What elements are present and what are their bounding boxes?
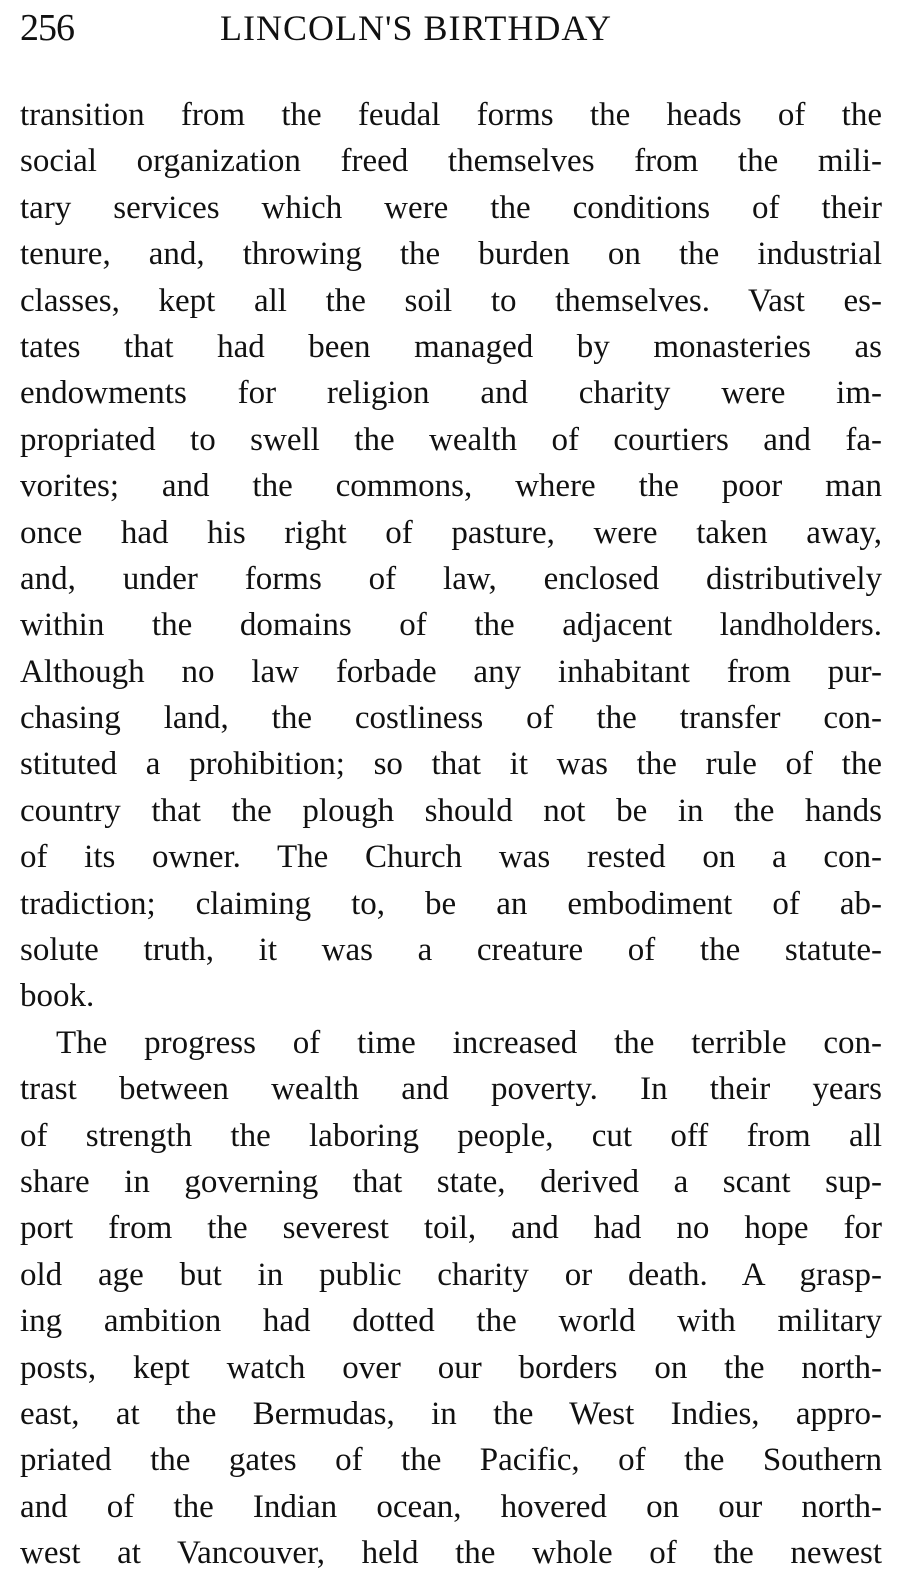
text-line: of its owner. The Church was rested on a con-	[20, 839, 882, 876]
text-line: transition from the feudal forms the heads of the	[20, 97, 882, 133]
text-line: tenure, and, throwing the burden on the industrial	[20, 236, 882, 273]
text-line: country that the plough should not be in the hands	[20, 792, 882, 829]
text-line: east, at the Bermudas, in the West Indies, appro-	[20, 1395, 882, 1432]
text-line: vorites; and the commons, where the poor man	[20, 468, 882, 505]
text-line: classes, kept all the soil to themselves. Vast es-	[20, 282, 882, 319]
text-line: old age but in public charity or death. A grasp-	[20, 1256, 882, 1293]
text-line: book.	[20, 978, 95, 1015]
running-head: LINCOLN'S BIRTHDAY	[220, 8, 613, 48]
text-line: of strength the laboring people, cut off from all	[20, 1117, 882, 1154]
text-line: stituted a prohibition; so that it was the rule of the	[20, 746, 882, 783]
page-number: 256	[20, 7, 74, 49]
text-line: Although no law forbade any inhabitant from pur-	[20, 653, 882, 690]
text-line: trast between wealth and poverty. In their years	[20, 1071, 882, 1108]
page-header	[20, 4, 880, 52]
text-line: The progress of time increased the terrible con-	[56, 1024, 882, 1061]
text-line: endowments for religion and charity were im-	[20, 375, 882, 412]
text-line: share in governing that state, derived a scant sup-	[20, 1163, 882, 1200]
text-line: propriated to swell the wealth of courtiers and fa-	[20, 421, 882, 458]
text-line: solute truth, it was a creature of the statute-	[20, 932, 882, 969]
text-line: and, under forms of law, enclosed distributively	[20, 560, 882, 597]
text-line: tates that had been managed by monasteries as	[20, 328, 882, 365]
text-line: tary services which were the conditions of their	[20, 189, 882, 226]
text-line: within the domains of the adjacent landholders.	[20, 607, 882, 644]
text-line: once had his right of pasture, were taken away,	[20, 514, 882, 551]
text-line: port from the severest toil, and had no hope for	[20, 1210, 882, 1247]
text-line: social organization freed themselves from the mili-	[20, 143, 882, 180]
text-line: tradiction; claiming to, be an embodiment of ab-	[20, 885, 882, 922]
text-line: posts, kept watch over our borders on the north-	[20, 1349, 882, 1386]
text-line: chasing land, the costliness of the transfer con-	[20, 700, 882, 737]
paragraph	[20, 92, 882, 1020]
text-line: west at Vancouver, held the whole of the newest	[20, 1535, 882, 1572]
text-line: priated the gates of the Pacific, of the Southern	[20, 1442, 882, 1479]
text-line: ing ambition had dotted the world with military	[20, 1303, 882, 1340]
page-body	[20, 92, 882, 1577]
text-line: and of the Indian ocean, hovered on our north-	[20, 1488, 882, 1525]
paragraph	[20, 1020, 882, 1577]
